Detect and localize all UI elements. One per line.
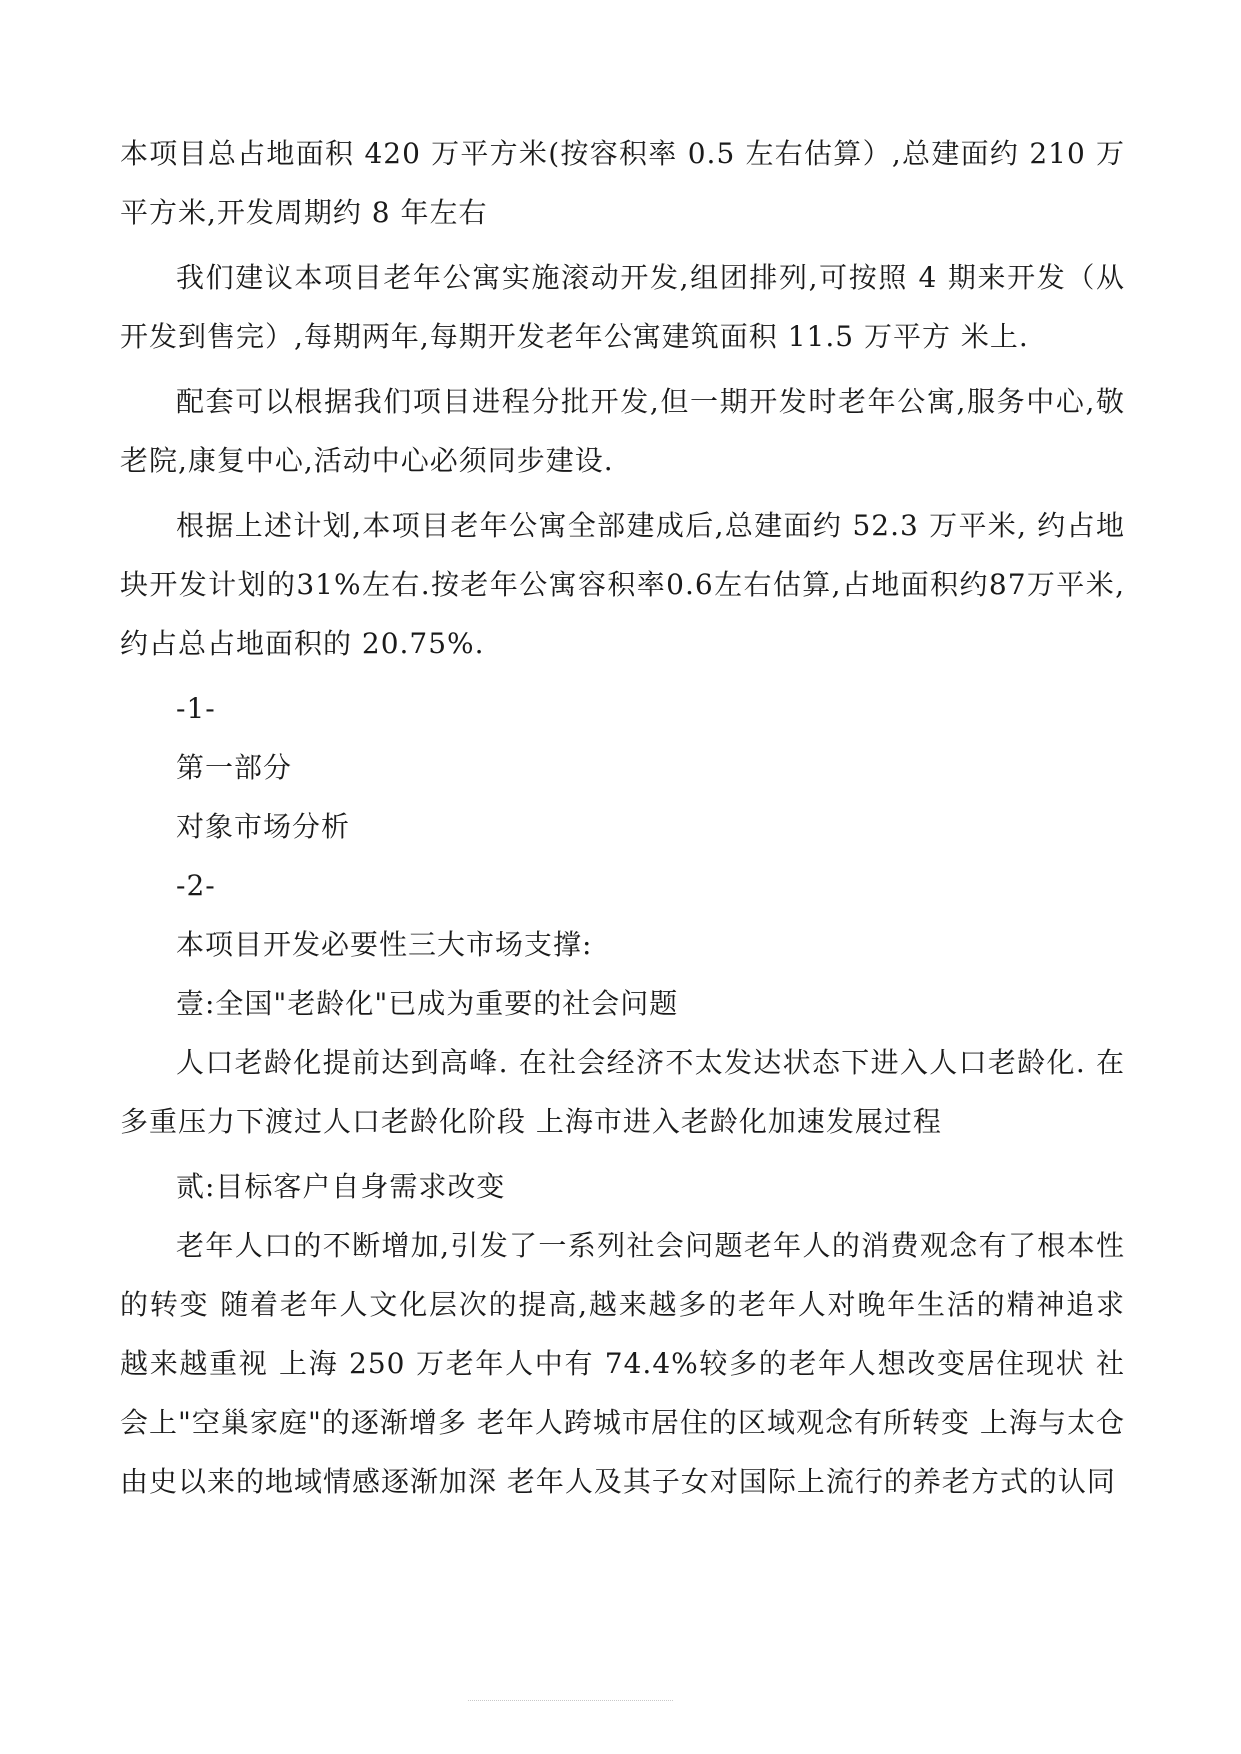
page-marker-1: -1-	[176, 692, 216, 725]
paragraph-rolling-development: 我们建议本项目老年公寓实施滚动开发,组团排列,可按照 4 期来开发（从开发到售完）,每期两年,每期开发老年公寓建筑面积 11.5 万平方 米上.	[120, 261, 1125, 353]
footer-divider	[468, 1700, 673, 1701]
paragraph-total-area: 本项目总占地面积 420 万平方米(按容积率 0.5 左右估算）,总建面约 210 万平方米,开发周期约 8 年左右	[120, 137, 1125, 229]
page-marker-2: -2-	[176, 869, 216, 902]
paragraph-supporting-facilities: 配套可以根据我们项目进程分批开发,但一期开发时老年公寓,服务中心,敬老院,康复中心,活动中心必须同步建设.	[120, 385, 1125, 477]
section-heading: 本项目开发必要性三大市场支撑:	[176, 928, 593, 961]
part-subtitle: 对象市场分析	[176, 810, 351, 843]
point-2-heading: 贰:目标客户自身需求改变	[176, 1170, 506, 1203]
point-1-heading: 壹:全国"老龄化"已成为重要的社会问题	[176, 987, 679, 1020]
paragraph-plan-summary: 根据上述计划,本项目老年公寓全部建成后,总建面约 52.3 万平米, 约占地块开发计划的31%左右.按老年公寓容积率0.6左右估算,占地面积约87万平米,约占总占地面积的 20.75%.	[120, 509, 1125, 660]
point-1-body: 人口老龄化提前达到高峰. 在社会经济不太发达状态下进入人口老龄化. 在多重压力下渡过人口老龄化阶段 上海市进入老龄化加速发展过程	[120, 1046, 1125, 1138]
part-title: 第一部分	[176, 751, 293, 784]
point-2-body: 老年人口的不断增加,引发了一系列社会问题老年人的消费观念有了根本性的转变 随着老年人文化层次的提高,越来越多的老年人对晚年生活的精神追求越来越重视 上海 250 万老年人中有 74.4%较多的老年人想改变居住现状 社会上"空巢家庭"的逐渐增多 老年人跨城市居住的区域观念有所转变 上海与太仓由史以来的地域情感逐渐加深 老年人及其子女对国际上流行的养老方式的认同	[120, 1229, 1125, 1498]
document-body	[120, 124, 1125, 1517]
